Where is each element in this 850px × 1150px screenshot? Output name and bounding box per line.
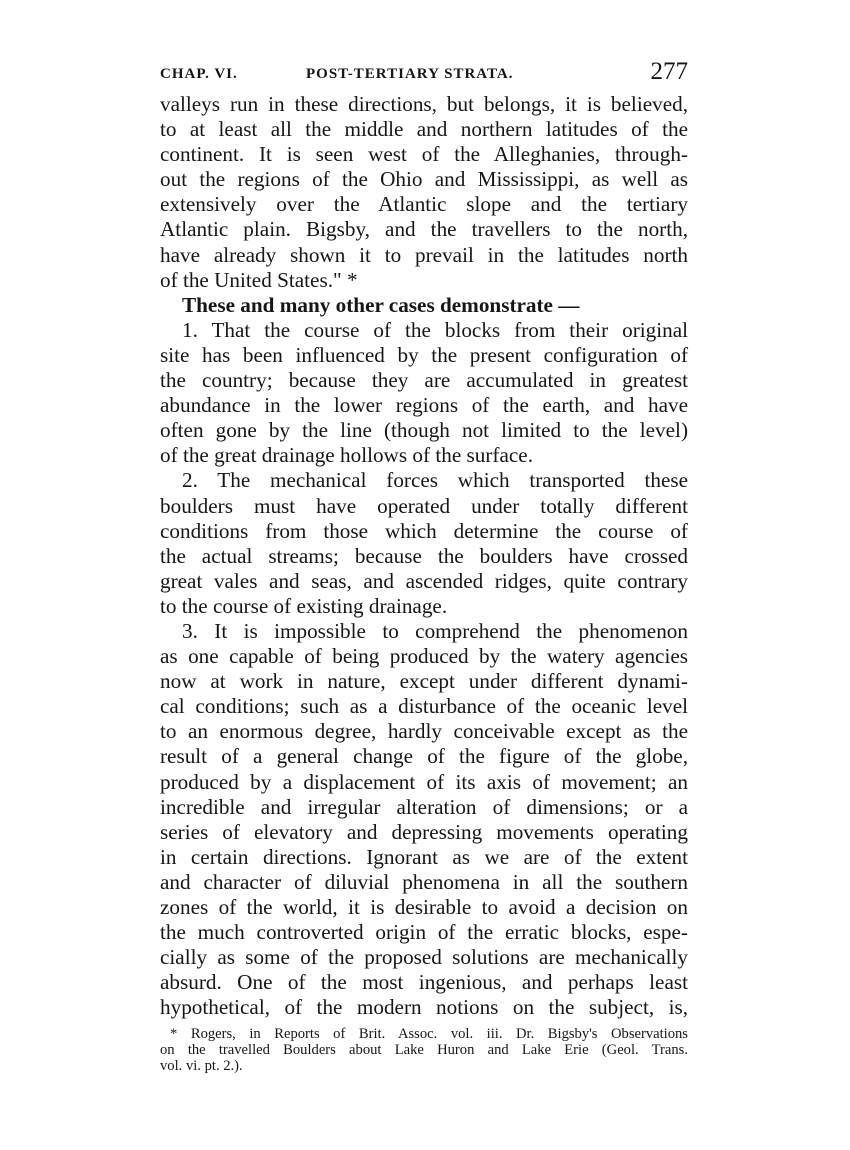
text-line: now at work in nature, except under different dynami- xyxy=(160,669,688,694)
text-line: These and many other cases demonstrate — xyxy=(182,292,580,317)
text-line: 2. The mechanical forces which transported these xyxy=(182,468,688,493)
running-head xyxy=(160,58,688,92)
text-line: conditions from those which determine the course of xyxy=(160,518,688,543)
text-line: series of elevatory and depressing movements operating xyxy=(160,819,688,844)
body-text xyxy=(160,92,688,1020)
text-line: great vales and seas, and ascended ridges, quite contrary xyxy=(160,568,688,593)
footnote-line: on the travelled Boulders about Lake Huron and Lake Erie (Geol. Trans. xyxy=(160,1042,688,1059)
text-line: valleys run in these directions, but belongs, it is believed, xyxy=(160,92,688,116)
text-line: result of a general change of the figure of the globe, xyxy=(160,744,688,769)
text-line: cal conditions; such as a disturbance of the oceanic level xyxy=(160,694,688,719)
text-line: site has been influenced by the present configuration of xyxy=(160,342,688,367)
text-line: the actual streams; because the boulders have crossed xyxy=(160,543,688,568)
text-line: cially as some of the proposed solutions are mechanically xyxy=(160,945,688,970)
footnote-line: * Rogers, in Reports of Brit. Assoc. vol. iii. Dr. Bigsby's Observations xyxy=(170,1026,688,1043)
text-line: as one capable of being produced by the watery agencies xyxy=(160,644,688,669)
text-line: to the course of existing drainage. xyxy=(160,593,448,618)
text-line: have already shown it to prevail in the latitudes north xyxy=(160,242,688,267)
text-line: to at least all the middle and northern latitudes of the xyxy=(160,117,688,142)
text-line: to an enormous degree, hardly conceivable except as the xyxy=(160,719,688,744)
page-number: 277 xyxy=(650,58,688,85)
text-line: the much controverted origin of the erratic blocks, espe- xyxy=(160,920,688,945)
text-line: often gone by the line (though not limited to the level) xyxy=(160,418,688,443)
text-line: out the regions of the Ohio and Mississippi, as well as xyxy=(160,167,688,192)
footnote xyxy=(160,1026,688,1074)
text-line: abundance in the lower regions of the earth, and have xyxy=(160,393,688,418)
text-line: incredible and irregular alteration of dimensions; or a xyxy=(160,794,688,819)
text-line: hypothetical, of the modern notions on the subject, is, xyxy=(160,995,688,1020)
text-line: absurd. One of the most ingenious, and perhaps least xyxy=(160,970,688,995)
text-line: in certain directions. Ignorant as we are of the extent xyxy=(160,844,688,869)
text-line: and character of diluvial phenomena in all the southern xyxy=(160,869,688,894)
text-line: the country; because they are accumulated in greatest xyxy=(160,368,688,393)
text-line: continent. It is seen west of the Alleghanies, through- xyxy=(160,142,688,167)
chapter-label: CHAP. VI. xyxy=(160,66,238,82)
text-line: Atlantic plain. Bigsby, and the travellers to the north, xyxy=(160,217,688,242)
text-line: produced by a displacement of its axis of movement; an xyxy=(160,769,688,794)
text-line: 1. That the course of the blocks from their original xyxy=(182,317,688,342)
book-page xyxy=(160,58,688,1074)
text-line: of the United States." * xyxy=(160,267,358,292)
text-line: extensively over the Atlantic slope and the tertiary xyxy=(160,192,688,217)
footnote-line: vol. vi. pt. 2.). xyxy=(160,1058,243,1075)
text-line: zones of the world, it is desirable to avoid a decision on xyxy=(160,895,688,919)
running-title: POST-TERTIARY STRATA. xyxy=(306,66,514,82)
text-line: boulders must have operated under totally different xyxy=(160,493,688,518)
text-line: 3. It is impossible to comprehend the phenomenon xyxy=(182,618,688,643)
text-line: of the great drainage hollows of the surface. xyxy=(160,443,533,468)
